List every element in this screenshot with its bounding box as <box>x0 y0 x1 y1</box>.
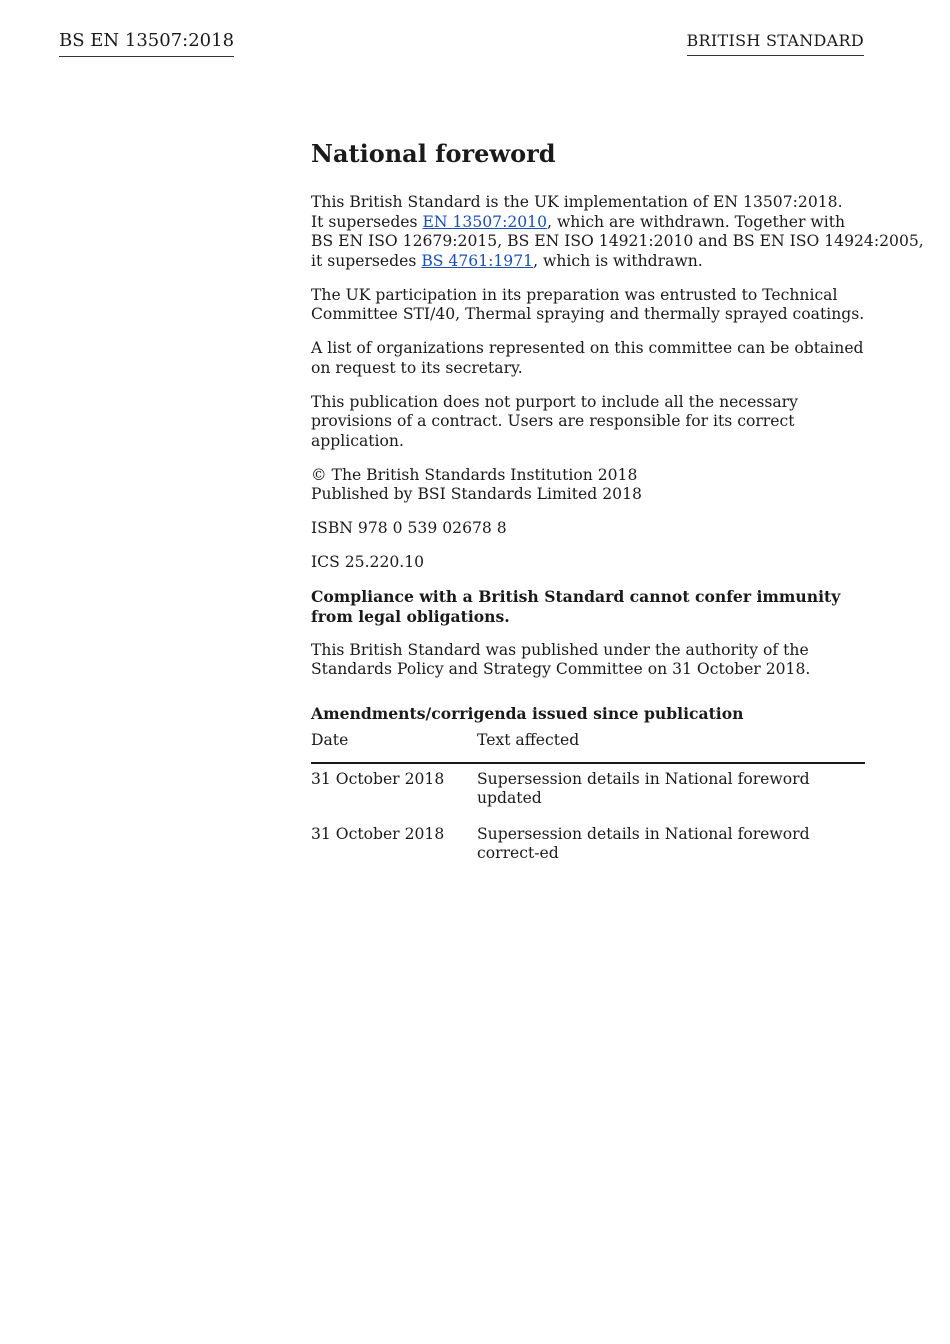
amendment-text: Supersession details in National foreword updated <box>477 769 810 807</box>
line-text: it supersedes <box>311 251 422 270</box>
amendments-table <box>311 731 865 874</box>
table-row <box>311 819 865 874</box>
page-title: National foreword <box>311 139 556 168</box>
implementation-line-3: BS EN ISO 12679:2015, BS EN ISO 14921:2010 and BS EN ISO 14924:2005, <box>311 232 924 250</box>
copyright-line: © The British Standards Institution 2018 <box>311 465 638 484</box>
link-en-13507-2010[interactable]: EN 13507:2010 <box>422 212 548 231</box>
organizations-paragraph: A list of organizations represented on this committee can be obtained on request to its secretary. <box>311 339 864 377</box>
line-text: , which are withdrawn. Together with <box>547 212 846 231</box>
authority-paragraph: This British Standard was published under the authority of the Standards Policy and Strategy Committee on 31 October 2018. <box>311 640 811 678</box>
copyright-block <box>311 466 865 505</box>
isbn: ISBN 978 0 539 02678 8 <box>311 519 507 537</box>
implementation-line-1: This British Standard is the UK implementation of EN 13507:2018. <box>311 193 843 211</box>
amendment-date: 31 October 2018 <box>311 824 445 843</box>
header-series-label: BRITISH STANDARD <box>687 31 865 56</box>
compliance-statement: Compliance with a British Standard cannot confer immunity from legal obligations. <box>311 587 841 626</box>
provisions-paragraph: This publication does not purport to include all the necessary provisions of a contract. Users are responsible for its correct application. <box>311 392 798 450</box>
column-header-text-affected: Text affected <box>477 731 865 763</box>
line-text: It supersedes <box>311 212 423 231</box>
ics: ICS 25.220.10 <box>311 553 425 571</box>
participation-paragraph: The UK participation in its preparation was entrusted to Technical Committee STI/40, Thermal spraying and thermally sprayed coatings. <box>311 285 865 323</box>
foreword-content <box>311 139 924 874</box>
table-row <box>311 763 865 819</box>
implementation-line-2 <box>311 213 865 233</box>
amendment-text: Supersession details in National foreword correct-ed <box>477 824 810 862</box>
column-header-date: Date <box>311 731 477 763</box>
header-document-id: BS EN 13507:2018 <box>59 30 234 57</box>
amendments-title: Amendments/corrigenda issued since publication <box>311 703 744 723</box>
line-text: , which is withdrawn. <box>533 251 703 270</box>
table-header-row <box>311 731 865 763</box>
amendment-date: 31 October 2018 <box>311 769 445 788</box>
implementation-paragraph <box>311 193 924 271</box>
implementation-line-4 <box>311 252 865 272</box>
link-bs-4761-1971[interactable]: BS 4761:1971 <box>421 251 534 270</box>
publisher-line: Published by BSI Standards Limited 2018 <box>311 485 642 503</box>
